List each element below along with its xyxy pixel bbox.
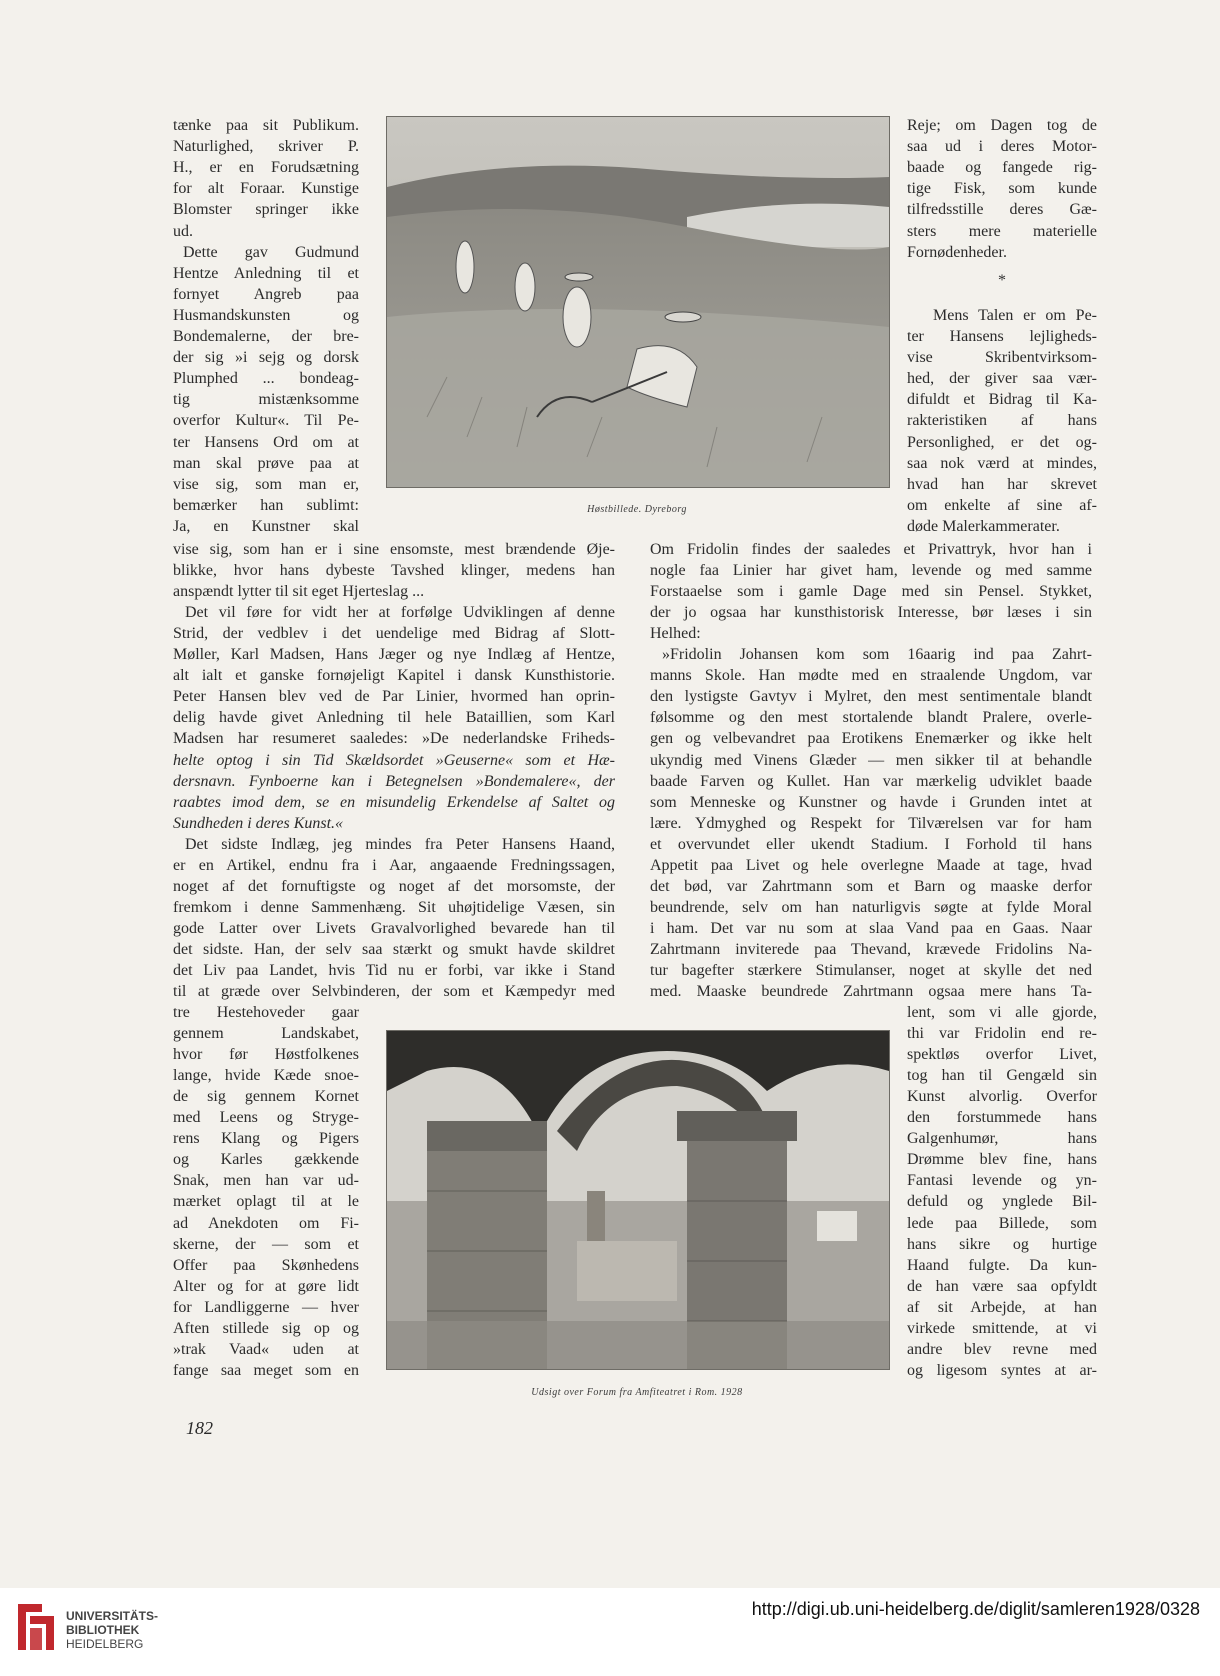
text-line-right-middle: gen og velbevandret paa Erotikens Enemærker og ikke helt (650, 730, 1092, 748)
text-line-left-bottom: Alter og for at gøre lidt (173, 1277, 359, 1295)
text-line-right-middle: nogle faa Linier har givet ham, levende og med samme (650, 562, 1092, 580)
text-line-right-middle: i ham. Det var nu som at slaa Vand paa en Gaas. Naar (650, 919, 1092, 937)
text-line-right-middle: lære. Ydmyghed og Respekt for Tilværelsen var for ham (650, 814, 1092, 832)
text-line-right-middle: et overvundet eller ukendt Stadium. I Forhold til hans (650, 835, 1092, 853)
text-line-right-bottom: virkede smittende, at vi (907, 1319, 1097, 1337)
text-line-right-bottom: den forstummede hans (907, 1109, 1097, 1127)
text-line-left-middle: vise sig, som han er i sine ensomste, mest brændende Øje- (173, 541, 615, 558)
text-line-right-bottom: Drømme blev fine, hans (907, 1151, 1097, 1169)
text-line-right-middle: det bød, var Zahrtmann som et Barn og maaske derfor (650, 877, 1092, 895)
text-line-right-bottom: spektløs overfor Livet, (907, 1046, 1097, 1064)
text-line-left-middle: anspændt lytter til sit eget Hjerteslag ... (173, 583, 425, 601)
text-line-right-middle: som Menneske og Kunstner og havde i Grunden intet at (650, 793, 1092, 811)
text-line-left-middle: Det sidste Indlæg, jeg mindes fra Peter Hansens Haand, (185, 835, 615, 853)
text-line-left-middle: Peter Hansen blev ved de Par Linier, hvormed han oprin- (173, 688, 615, 706)
text-line-left-bottom: ad Anekdoten om Fi- (173, 1214, 359, 1232)
text-line-right-bottom: Kunst alvorlig. Overfor (907, 1088, 1097, 1106)
text-line-left-middle: blikke, hvor hans dybeste Tavshed klinger, medens han (173, 562, 615, 580)
text-line-left-middle: alt ialt et ganske fornøjeligt Kapitel i dansk Kunsthistorie. (173, 667, 615, 685)
text-line-right-top: Mens Talen er om Pe- (933, 306, 1097, 324)
text-line-left-top: tig mistænksomme (173, 391, 359, 409)
text-line-left-middle: Sundheden i deres Kunst.« (173, 814, 344, 832)
library-name-line3: HEIDELBERG (66, 1637, 144, 1651)
harvest-caption: Høstbillede. Dyreborg (587, 504, 687, 515)
text-line-right-middle: beundrende, selv om han naturligvis søgte at fylde Moral (650, 898, 1092, 916)
text-line-right-bottom: af sit Arbejde, at han (907, 1298, 1097, 1316)
text-line-right-middle: Helhed: (650, 625, 701, 643)
text-line-right-middle: der jo ogsaa har kunsthistorisk Interesse, bør læses i sin (650, 604, 1092, 622)
text-line-left-bottom: skerne, der — som et (173, 1235, 359, 1253)
text-line-right-top: Fornødenheder. (907, 243, 1007, 261)
library-name (66, 1609, 158, 1651)
text-line-left-middle: helte optog i sin Tid Skældsordet »Geuserne« som et Hæ- (173, 751, 615, 769)
text-line-right-middle: baade Farven og Kullet. Han var mærkelig udviklet baade (650, 772, 1092, 790)
text-line-left-bottom: gennem Landskabet, (173, 1025, 359, 1043)
text-line-right-bottom: tog han til Gengæld sin (907, 1067, 1097, 1085)
text-line-left-middle: til at græde over Selvbinderen, der som et Kæmpedyr med (173, 983, 615, 1001)
forum-caption: Udsigt over Forum fra Amfiteatret i Rom. 1928 (531, 1387, 743, 1398)
text-line-left-top: Naturlighed, skriver P. (173, 138, 359, 156)
library-name-line1: UNIVERSITÄTS- (66, 1609, 159, 1623)
text-line-left-top: fornyet Angreb paa (173, 285, 359, 303)
text-line-left-top: vise sig, som man er, (173, 475, 359, 493)
text-line-right-middle: den lystigste Gavtyv i Mylret, den mest sentimentale blandt (650, 688, 1092, 706)
text-line-left-middle: er en Artikel, endnu fra i Aar, angaaende Fredningssagen, (173, 856, 615, 874)
text-line-right-bottom: thi var Fridolin end re- (907, 1025, 1097, 1043)
text-line-right-bottom: og ligesom syntes at ar- (907, 1361, 1097, 1379)
forum-painting (386, 1030, 890, 1370)
text-line-left-bottom: Snak, men han var ud- (173, 1172, 359, 1190)
harvest-painting (386, 116, 890, 488)
text-line-left-top: Bondemalerne, der bre- (173, 328, 359, 345)
source-url-link[interactable]: http://digi.ub.uni-heidelberg.de/diglit/samleren1928/0328 (751, 1599, 1200, 1619)
text-line-left-bottom: Offer paa Skønhedens (173, 1256, 359, 1274)
text-line-left-bottom: tre Hestehoveder gaar (173, 1004, 359, 1021)
text-line-right-bottom: de han være saa opfyldt (907, 1277, 1097, 1295)
text-line-left-top: Blomster springer ikke (173, 201, 359, 219)
text-line-left-middle: fremkom i denne Sammenhæng. Sit uhøjtidelige Væsen, sin (173, 898, 615, 916)
text-line-left-bottom: for Landliggerne — hver (173, 1298, 359, 1316)
text-line-left-middle: dersnavn. Fynboerne kan i Betegnelsen »Bondemalere«, der (173, 772, 615, 790)
text-line-left-bottom: hvor før Høstfolkenes (173, 1046, 359, 1064)
text-line-left-top: Plumphed ... bondeag- (173, 370, 359, 388)
text-line-right-bottom: hans sikre og hurtige (907, 1235, 1097, 1253)
text-line-left-top: bemærker han sublimt: (173, 496, 359, 514)
text-line-right-bottom: andre blev revne med (907, 1340, 1097, 1358)
text-line-left-bottom: »trak Vaad« uden at (173, 1340, 359, 1358)
text-line-left-bottom: lange, hvide Kæde snoe- (173, 1067, 359, 1085)
text-line-right-top: hvad han har skrevet (907, 475, 1097, 493)
text-line-right-bottom: Galgenhumør, hans (907, 1130, 1097, 1148)
text-line-left-top: der sig »i sejg og dorsk (173, 349, 359, 367)
text-line-right-middle: manns Skole. Han mødte med en straalende Ungdom, var (650, 667, 1092, 685)
text-line-left-middle: delig havde givet Anledning til hele Bataillien, som Karl (173, 709, 615, 727)
text-line-right-middle: Appetit paa Livet og hele overlegne Maade at tage, hvad (650, 856, 1092, 874)
text-line-right-middle: ukyndig med Vinens Glæder — men sikker til at behandle (650, 751, 1092, 769)
text-line-right-top: Reje; om Dagen tog de (907, 117, 1097, 134)
text-line-left-middle: det sidste. Han, der selv saa stærkt og smukt havde skildret (173, 940, 615, 958)
text-line-left-middle: Madsen har resumeret saaledes: »De nederlandske Friheds- (173, 730, 615, 748)
text-line-right-top: tilfredsstille deres Gæ- (907, 201, 1097, 219)
text-line-left-bottom: mærket oplagt til at le (173, 1193, 359, 1211)
text-line-right-top: om enkelte af sine af- (907, 496, 1097, 514)
text-line-left-top: Dette gav Gudmund (183, 243, 359, 261)
page-number: 182 (186, 1418, 213, 1438)
text-line-right-middle: med. Maaske beundrede Zahrtmann ogsaa mere hans Ta- (650, 983, 1092, 1001)
text-line-right-top: sters mere materielle (907, 222, 1097, 240)
text-line-left-top: ter Hansens Ord om at (173, 433, 359, 451)
text-line-right-top: saa ud i deres Motor- (907, 138, 1097, 156)
text-line-left-top: man skal prøve paa at (173, 454, 359, 472)
text-line-left-middle: gode Latter over Livets Gravalvorlighed bevarede han til (173, 919, 615, 937)
text-line-right-top: baade og fangede rig- (907, 159, 1097, 177)
text-line-right-bottom: Fantasi levende og yn- (907, 1172, 1097, 1190)
text-line-right-middle: Om Fridolin findes der saaledes et Privattryk, hvor han i (650, 541, 1092, 558)
text-line-right-top: saa nok værd at mindes, (907, 454, 1097, 472)
library-logo-icon (12, 1600, 60, 1659)
text-line-right-middle: Forstaaelse som i gamle Dage med sin Pensel. Stykket, (650, 583, 1092, 601)
text-line-left-bottom: de sig gennem Kornet (173, 1088, 359, 1106)
text-line-left-middle: raabtes imod dem, se en misundelig Erkendelse af Saltet og (173, 793, 615, 811)
library-name-line2: BIBLIOTHEK (66, 1623, 140, 1637)
text-line-right-middle: følsomme og den mest stortalende blandt Pralere, overle- (650, 709, 1092, 727)
text-line-right-top: rakteristiken af hans (907, 412, 1097, 430)
text-line-right-top: tige Fisk, som kunde (907, 180, 1097, 198)
text-line-right-top: ter Hansens lejligheds- (907, 328, 1097, 345)
text-line-left-middle: Det vil føre for vidt her at forfølge Udviklingen af denne (185, 604, 615, 622)
text-line-left-middle: det Liv paa Landet, hvis Tid nu er forbi, var ikke i Stand (173, 962, 615, 979)
text-line-right-top: Personlighed, er det og- (907, 433, 1097, 451)
text-line-left-bottom: rens Klang og Pigers (173, 1130, 359, 1148)
text-line-left-middle: Strid, der vedblev i det uendelige med Bidrag af Slott- (173, 625, 615, 643)
text-line-right-bottom: defuld og ynglede Bil- (907, 1193, 1097, 1211)
text-line-right-bottom: lent, som vi alle gjorde, (907, 1004, 1097, 1021)
text-line-right-top: døde Malerkammerater. (907, 517, 1060, 535)
text-line-left-bottom: fange saa meget som en (173, 1361, 359, 1379)
text-line-left-top: Husmandskunsten og (173, 306, 359, 324)
text-line-right-bottom: Haand fulgte. Da kun- (907, 1256, 1097, 1274)
text-line-left-top: overfor Kultur«. Til Pe- (173, 412, 359, 430)
text-line-right-middle: »Fridolin Johansen kom som 16aarig ind paa Zahrt- (662, 646, 1092, 664)
text-line-right-bottom: lede paa Billede, som (907, 1214, 1097, 1232)
text-line-left-bottom: og Karles gækkende (173, 1151, 359, 1169)
text-line-left-bottom: med Leens og Stryge- (173, 1109, 359, 1127)
text-line-left-top: for alt Foraar. Kunstige (173, 180, 359, 198)
text-line-left-middle: Møller, Karl Madsen, Hans Jæger og nye Indlæg af Hentze, (173, 646, 615, 664)
text-line-right-top: vise Skribentvirksom- (907, 349, 1097, 367)
text-line-left-top: Ja, en Kunstner skal (173, 517, 359, 535)
text-line-left-bottom: Aften stillede sig op og (173, 1319, 359, 1337)
text-line-left-top: tænke paa sit Publikum. (173, 117, 359, 134)
text-line-left-middle: noget af det fornuftigste og noget af det morsomste, der (173, 877, 615, 895)
text-line-left-top: Hentze Anledning til et (173, 264, 359, 282)
text-line-left-top: ud. (173, 222, 193, 240)
text-line-right-top: difuldt et Bidrag til Ka- (907, 391, 1097, 409)
text-line-left-top: H., er en Forudsætning (173, 159, 359, 177)
section-separator: * (998, 272, 1006, 289)
text-line-right-middle: Zahrtmann inviterede paa Thevand, krævede Fridolins Na- (650, 940, 1092, 958)
text-line-right-middle: tur bagefter stærkere Stimulanser, noget at skylle det ned (650, 962, 1092, 979)
text-line-right-top: hed, der giver saa vær- (907, 370, 1097, 388)
